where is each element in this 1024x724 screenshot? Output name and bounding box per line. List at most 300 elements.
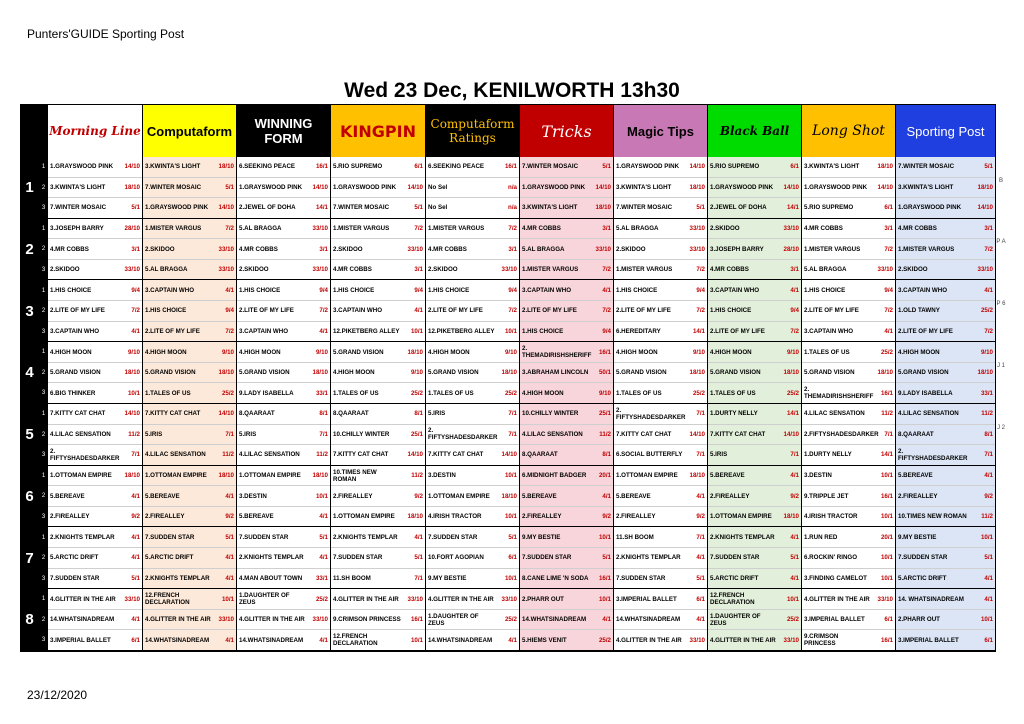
horse-name: No Sel — [428, 204, 448, 212]
odds: 3/1 — [984, 225, 993, 233]
horse-name: 14. WHATSINADREAM — [898, 595, 964, 603]
horse-name: 5.ARCTIC DRIFT — [145, 554, 194, 562]
subrow-number: 1 — [41, 287, 46, 294]
odds: 25/2 — [410, 389, 423, 397]
horse-name: 5.IRIS — [145, 430, 163, 438]
horse-name: 4.MR COBBS — [50, 245, 89, 253]
odds: 7/2 — [984, 245, 993, 253]
tip-cell — [614, 404, 707, 425]
odds: 14/10 — [407, 451, 423, 459]
odds: 18/10 — [124, 369, 140, 377]
subrow-number: 1 — [41, 411, 46, 417]
horse-name: 10.FORT AGOPIAN — [428, 554, 484, 562]
horse-name: 6.SOCIAL BUTTERFLY — [616, 451, 683, 459]
odds: 18/10 — [689, 183, 705, 191]
odds: 14/1 — [786, 204, 799, 212]
odds: 10/1 — [880, 472, 893, 480]
tip-cell — [520, 404, 613, 425]
tip-cell — [48, 157, 142, 178]
odds: 10/1 — [504, 327, 517, 335]
tip-cell — [802, 589, 895, 610]
subrow-number: 2 — [41, 308, 46, 315]
odds: 25/2 — [315, 595, 328, 603]
tip-cell — [426, 219, 519, 240]
horse-name: 1.TALES OF US — [616, 389, 662, 397]
odds: 4/1 — [131, 327, 140, 335]
tipster-column — [520, 157, 614, 651]
tip-cell — [896, 322, 995, 343]
horse-name: 1.GRAYSWOOD PINK — [616, 163, 680, 171]
horse-name: 2.PHARR OUT — [898, 616, 940, 624]
odds: 5/1 — [696, 574, 705, 582]
horse-name: 2.KNIGHTS TEMPLAR — [710, 533, 775, 541]
odds: 9/2 — [696, 513, 705, 521]
odds: 9/10 — [410, 369, 423, 377]
odds: 10/1 — [880, 513, 893, 521]
odds: 14/1 — [315, 204, 328, 212]
tip-cell — [143, 507, 236, 528]
horse-name: 3.DESTIN — [804, 472, 832, 480]
tip-cell — [237, 404, 330, 425]
odds: 5/1 — [131, 204, 140, 212]
odds: 4/1 — [602, 492, 611, 500]
odds: 14/1 — [786, 410, 799, 418]
horse-name: 2.FIREALLEY — [50, 513, 90, 521]
tip-cell — [614, 569, 707, 590]
horse-name: 4.HIGH MOON — [50, 348, 92, 356]
tip-cell — [331, 363, 425, 384]
horse-name: 1.GRAYSWOOD PINK — [522, 183, 586, 191]
tip-cell — [143, 466, 236, 487]
horse-name: 5.AL BRAGGA — [522, 245, 565, 253]
tip-cell — [48, 260, 142, 281]
odds: 6/1 — [508, 554, 517, 562]
tip-cell — [896, 281, 995, 302]
tip-cell — [143, 486, 236, 507]
horse-name: 4.LILAC SENSATION — [522, 430, 583, 438]
tip-cell — [331, 486, 425, 507]
horse-name: 7.SUDDEN STAR — [616, 574, 666, 582]
tip-cell — [331, 528, 425, 549]
tip-cell — [237, 610, 330, 631]
horse-name: 2.SKIDOO — [50, 266, 80, 274]
odds: 4/1 — [602, 616, 611, 624]
tip-cell — [802, 425, 895, 446]
tip-cell — [143, 157, 236, 178]
tip-cell — [896, 569, 995, 590]
horse-name: 5.AL BRAGGA — [145, 266, 188, 274]
odds: 25/2 — [980, 307, 993, 315]
horse-name: 4.HIGH MOON — [145, 348, 187, 356]
tip-cell — [331, 383, 425, 404]
tip-cell — [331, 178, 425, 199]
tip-cell — [237, 507, 330, 528]
tip-cell — [48, 630, 142, 651]
tip-cell — [143, 404, 236, 425]
tip-cell — [331, 219, 425, 240]
horse-name: 4.LILAC SENSATION — [239, 451, 300, 459]
tip-cell — [708, 507, 801, 528]
horse-name: 7.KITTY CAT CHAT — [710, 430, 766, 438]
odds: 20/1 — [598, 472, 611, 480]
odds: 3/1 — [319, 245, 328, 253]
horse-name: 3.KWINTA'S LIGHT — [804, 163, 860, 171]
odds: 18/10 — [312, 369, 328, 377]
horse-name: 1.TALES OF US — [428, 389, 474, 397]
tip-cell — [802, 569, 895, 590]
odds: 9/2 — [602, 513, 611, 521]
odds: 4/1 — [225, 554, 234, 562]
tip-cell — [708, 589, 801, 610]
odds: n/a — [508, 183, 517, 191]
horse-name: 4.GLITTER IN THE AIR — [239, 616, 305, 624]
horse-name: 1.MISTER VARGUS — [898, 245, 955, 253]
tip-cell — [708, 383, 801, 404]
tip-cell — [143, 198, 236, 219]
odds: 18/10 — [218, 369, 234, 377]
horse-name: 4.GLITTER IN THE AIR — [804, 595, 870, 603]
tip-cell — [426, 404, 519, 425]
tip-cell — [143, 239, 236, 260]
tip-cell — [896, 260, 995, 281]
tip-cell — [708, 260, 801, 281]
tipster-column — [48, 157, 143, 651]
tip-cell — [520, 363, 613, 384]
horse-name: 5.ARCTIC DRIFT — [710, 574, 759, 582]
tip-cell — [614, 383, 707, 404]
race-number: 3 — [25, 302, 34, 320]
tip-cell — [520, 239, 613, 260]
horse-name: 12.PIKETBERG ALLEY — [333, 327, 400, 335]
tip-cell — [331, 301, 425, 322]
horse-name: 4.GLITTER IN THE AIR — [333, 595, 399, 603]
horse-name: 1.OTTOMAN EMPIRE — [616, 472, 678, 480]
subrow-number: 1 — [41, 596, 46, 603]
tip-cell — [143, 610, 236, 631]
odds: 9/4 — [696, 286, 705, 294]
horse-name: 8.QAARAAT — [898, 430, 934, 438]
tip-cell — [426, 630, 519, 651]
tip-cell — [426, 589, 519, 610]
odds: 9/2 — [984, 492, 993, 500]
horse-name: 5.GRAND VISION — [898, 369, 949, 377]
horse-name: 7.KITTY CAT CHAT — [616, 430, 672, 438]
tip-cell — [331, 466, 425, 487]
horse-name: 7.SUDDEN STAR — [428, 533, 478, 541]
tip-cell — [708, 630, 801, 651]
odds: 33/10 — [501, 595, 517, 603]
tip-cell — [802, 630, 895, 651]
horse-name: 2. FIFTYSHADESDARKER — [50, 447, 120, 462]
odds: 18/10 — [595, 204, 611, 212]
horse-name: 2.FIREALLEY — [333, 492, 373, 500]
tip-cell — [143, 260, 236, 281]
tip-cell — [48, 342, 142, 363]
tip-cell — [331, 445, 425, 466]
odds: 14/10 — [689, 430, 705, 438]
odds: 16/1 — [880, 636, 893, 644]
odds: 4/1 — [225, 286, 234, 294]
tip-cell — [48, 610, 142, 631]
tip-cell — [520, 322, 613, 343]
horse-name: 10.TIMES NEW ROMAN — [333, 468, 377, 483]
tip-cell — [48, 486, 142, 507]
horse-name: 2.SKIDOO — [710, 225, 740, 233]
tip-cell — [520, 157, 613, 178]
odds: 18/10 — [124, 183, 140, 191]
horse-name: 1.GRAYSWOOD PINK — [239, 183, 303, 191]
tip-cell — [708, 548, 801, 569]
horse-name: 2.LITE OF MY LIFE — [804, 307, 859, 315]
tip-cell — [708, 342, 801, 363]
horse-name: 7.SUDDEN STAR — [710, 554, 760, 562]
race-number: 5 — [25, 426, 34, 443]
odds: 33/10 — [595, 245, 611, 253]
odds: 10/1 — [504, 472, 517, 480]
odds: 4/1 — [225, 636, 234, 644]
odds: 18/10 — [312, 472, 328, 480]
tip-cell — [802, 342, 895, 363]
odds: 7/1 — [696, 451, 705, 459]
horse-name: 2. FIFTYSHADESDARKER — [616, 406, 686, 421]
tip-cell — [143, 383, 236, 404]
tip-cell — [143, 548, 236, 569]
tip-cell — [802, 404, 895, 425]
tip-cell — [48, 239, 142, 260]
tip-cell — [802, 239, 895, 260]
odds: 9/2 — [414, 492, 423, 500]
odds: 18/10 — [977, 183, 993, 191]
odds: 4/1 — [790, 286, 799, 294]
odds: 18/10 — [124, 472, 140, 480]
horse-name: 5.ARCTIC DRIFT — [898, 574, 947, 582]
odds: 25/2 — [504, 389, 517, 397]
horse-name: 6.BIG THINKER — [50, 389, 96, 397]
odds: 9/10 — [315, 348, 328, 356]
tip-cell — [614, 466, 707, 487]
horse-name: 2.KNIGHTS TEMPLAR — [616, 554, 681, 562]
tip-cell — [708, 466, 801, 487]
odds: 7/2 — [884, 307, 893, 315]
horse-name: 3.DESTIN — [239, 492, 267, 500]
horse-name: 1.HIS CHOICE — [145, 307, 187, 315]
horse-name: 4.IRISH TRACTOR — [428, 513, 482, 521]
horse-name: 4.LILAC SENSATION — [145, 451, 206, 459]
tip-cell — [614, 219, 707, 240]
horse-name: 7.SUDDEN STAR — [333, 554, 383, 562]
tip-cell — [802, 281, 895, 302]
odds: 18/10 — [218, 163, 234, 171]
tip-cell — [896, 466, 995, 487]
odds: 33/10 — [407, 245, 423, 253]
odds: 11/2 — [981, 410, 993, 418]
odds: 10/1 — [410, 636, 423, 644]
odds: 9/4 — [414, 286, 423, 294]
odds: 5/1 — [131, 574, 140, 582]
odds: 33/10 — [783, 225, 799, 233]
tip-cell — [802, 610, 895, 631]
tipster-column — [237, 157, 331, 651]
tip-cell — [426, 466, 519, 487]
odds: 10/1 — [410, 327, 423, 335]
horse-name: 12.FRENCH DECLARATION — [145, 592, 190, 607]
odds: 4/1 — [319, 636, 328, 644]
odds: 9/4 — [319, 286, 328, 294]
odds: 11/2 — [411, 472, 423, 480]
horse-name: 10.CHILLY WINTER — [522, 410, 579, 418]
odds: 9/10 — [692, 348, 705, 356]
horse-name: 4.LILAC SENSATION — [50, 430, 111, 438]
horse-name: 14.WHATSINADREAM — [50, 616, 115, 624]
odds: 5/1 — [790, 554, 799, 562]
horse-name: 7.SUDDEN STAR — [239, 533, 289, 541]
side-note: J 2 — [996, 424, 1005, 431]
tip-cell — [520, 425, 613, 446]
tip-cell — [48, 425, 142, 446]
odds: 33/10 — [218, 245, 234, 253]
subrow-number: 2 — [41, 431, 46, 438]
horse-name: 2.LITE OF MY LIFE — [522, 307, 577, 315]
tip-cell — [237, 281, 330, 302]
horse-name: 2. THEMADIRISHSHERIFF — [804, 386, 874, 401]
tip-cell — [237, 342, 330, 363]
tip-cell — [614, 322, 707, 343]
odds: 5/1 — [602, 163, 611, 171]
horse-name: 2.SKIDOO — [616, 245, 646, 253]
tip-cell — [520, 466, 613, 487]
horse-name: 4.GLITTER IN THE AIR — [428, 595, 494, 603]
tip-cell — [614, 548, 707, 569]
odds: 4/1 — [984, 595, 993, 603]
horse-name: 1.MISTER VARGUS — [145, 225, 202, 233]
odds: 4/1 — [319, 554, 328, 562]
odds: 4/1 — [414, 307, 423, 315]
odds: 25/1 — [598, 410, 611, 418]
tip-cell — [48, 528, 142, 549]
tip-cell — [237, 178, 330, 199]
odds: 4/1 — [696, 616, 705, 624]
tip-cell — [708, 610, 801, 631]
odds: 4/1 — [319, 327, 328, 335]
odds: 6/1 — [884, 204, 893, 212]
tip-cell — [520, 528, 613, 549]
odds: 9/2 — [131, 513, 140, 521]
odds: 14/10 — [218, 410, 234, 418]
tip-cell — [143, 528, 236, 549]
tip-cell — [802, 157, 895, 178]
tip-cell — [614, 528, 707, 549]
odds: 16/1 — [410, 616, 423, 624]
odds: 7/2 — [984, 327, 993, 335]
tip-cell — [426, 383, 519, 404]
horse-name: 8.QAARAAT — [239, 410, 275, 418]
tip-cell — [614, 589, 707, 610]
tip-cell — [614, 239, 707, 260]
odds: 18/10 — [877, 163, 893, 171]
tip-cell — [896, 178, 995, 199]
tip-cell — [426, 445, 519, 466]
tip-cell — [708, 219, 801, 240]
horse-name: 3.IMPERIAL BALLET — [804, 616, 865, 624]
tip-cell — [802, 198, 895, 219]
odds: 6/1 — [884, 616, 893, 624]
tip-cell — [520, 548, 613, 569]
odds: 14/10 — [977, 204, 993, 212]
horse-name: 4.GLITTER IN THE AIR — [145, 616, 211, 624]
tip-cell — [426, 363, 519, 384]
horse-name: 4.MR COBBS — [898, 225, 937, 233]
odds: 3/1 — [508, 245, 517, 253]
horse-name: 5.BEREAVE — [710, 472, 745, 480]
horse-name: 4.HIGH MOON — [522, 389, 564, 397]
odds: 5/1 — [602, 554, 611, 562]
subrow-number: 2 — [41, 369, 46, 376]
horse-name: No Sel — [428, 183, 448, 191]
tip-cell — [520, 198, 613, 219]
horse-name: 7.WINTER MOSAIC — [616, 204, 673, 212]
odds: 9/10 — [598, 389, 611, 397]
tip-cell — [520, 569, 613, 590]
horse-name: 1.OTTOMAN EMPIRE — [145, 472, 207, 480]
horse-name: 3.KWINTA'S LIGHT — [145, 163, 201, 171]
tip-cell — [802, 260, 895, 281]
odds: 33/10 — [689, 245, 705, 253]
horse-name: 2.LITE OF MY LIFE — [50, 307, 105, 315]
tip-cell — [520, 507, 613, 528]
side-note: P A — [996, 239, 1006, 246]
tipster-column — [143, 157, 237, 651]
horse-name: 1.TALES OF US — [333, 389, 379, 397]
odds: 25/2 — [221, 389, 234, 397]
tip-cell — [48, 404, 142, 425]
horse-name: 2.KNIGHTS TEMPLAR — [333, 533, 398, 541]
tip-cell — [237, 219, 330, 240]
odds: 33/10 — [312, 266, 328, 274]
horse-name: 3.CAPTAIN WHO — [522, 286, 572, 294]
horse-name: 2.SKIDOO — [428, 266, 458, 274]
horse-name: 9.MY BESTIE — [428, 574, 467, 582]
horse-name: 2.KNIGHTS TEMPLAR — [50, 533, 115, 541]
horse-name: 5.BEREAVE — [898, 472, 933, 480]
tip-cell — [520, 630, 613, 651]
odds: 11/2 — [599, 430, 611, 438]
horse-name: 14.WHATSINADREAM — [145, 636, 210, 644]
tip-cell — [143, 589, 236, 610]
tip-cell — [237, 363, 330, 384]
odds: 16/1 — [880, 492, 893, 500]
tipster-column — [614, 157, 708, 651]
odds: 6/1 — [131, 636, 140, 644]
tip-cell — [614, 260, 707, 281]
horse-name: 1.GRAYSWOOD PINK — [710, 183, 774, 191]
odds: 4/1 — [319, 513, 328, 521]
horse-name: 6.ROCKIN' RINGO — [804, 554, 858, 562]
horse-name: 1.DURTY NELLY — [804, 451, 852, 459]
tip-cell — [331, 342, 425, 363]
odds: 7/2 — [696, 266, 705, 274]
tip-cell — [426, 301, 519, 322]
tip-cell — [708, 425, 801, 446]
odds: 9/2 — [790, 492, 799, 500]
tip-cell — [331, 507, 425, 528]
odds: 4/1 — [790, 533, 799, 541]
tip-cell — [614, 630, 707, 651]
horse-name: 6.HEREDITARY — [616, 327, 661, 335]
tip-cell — [426, 342, 519, 363]
tip-cell — [48, 466, 142, 487]
odds: 4/1 — [790, 574, 799, 582]
odds: 9/4 — [884, 286, 893, 294]
